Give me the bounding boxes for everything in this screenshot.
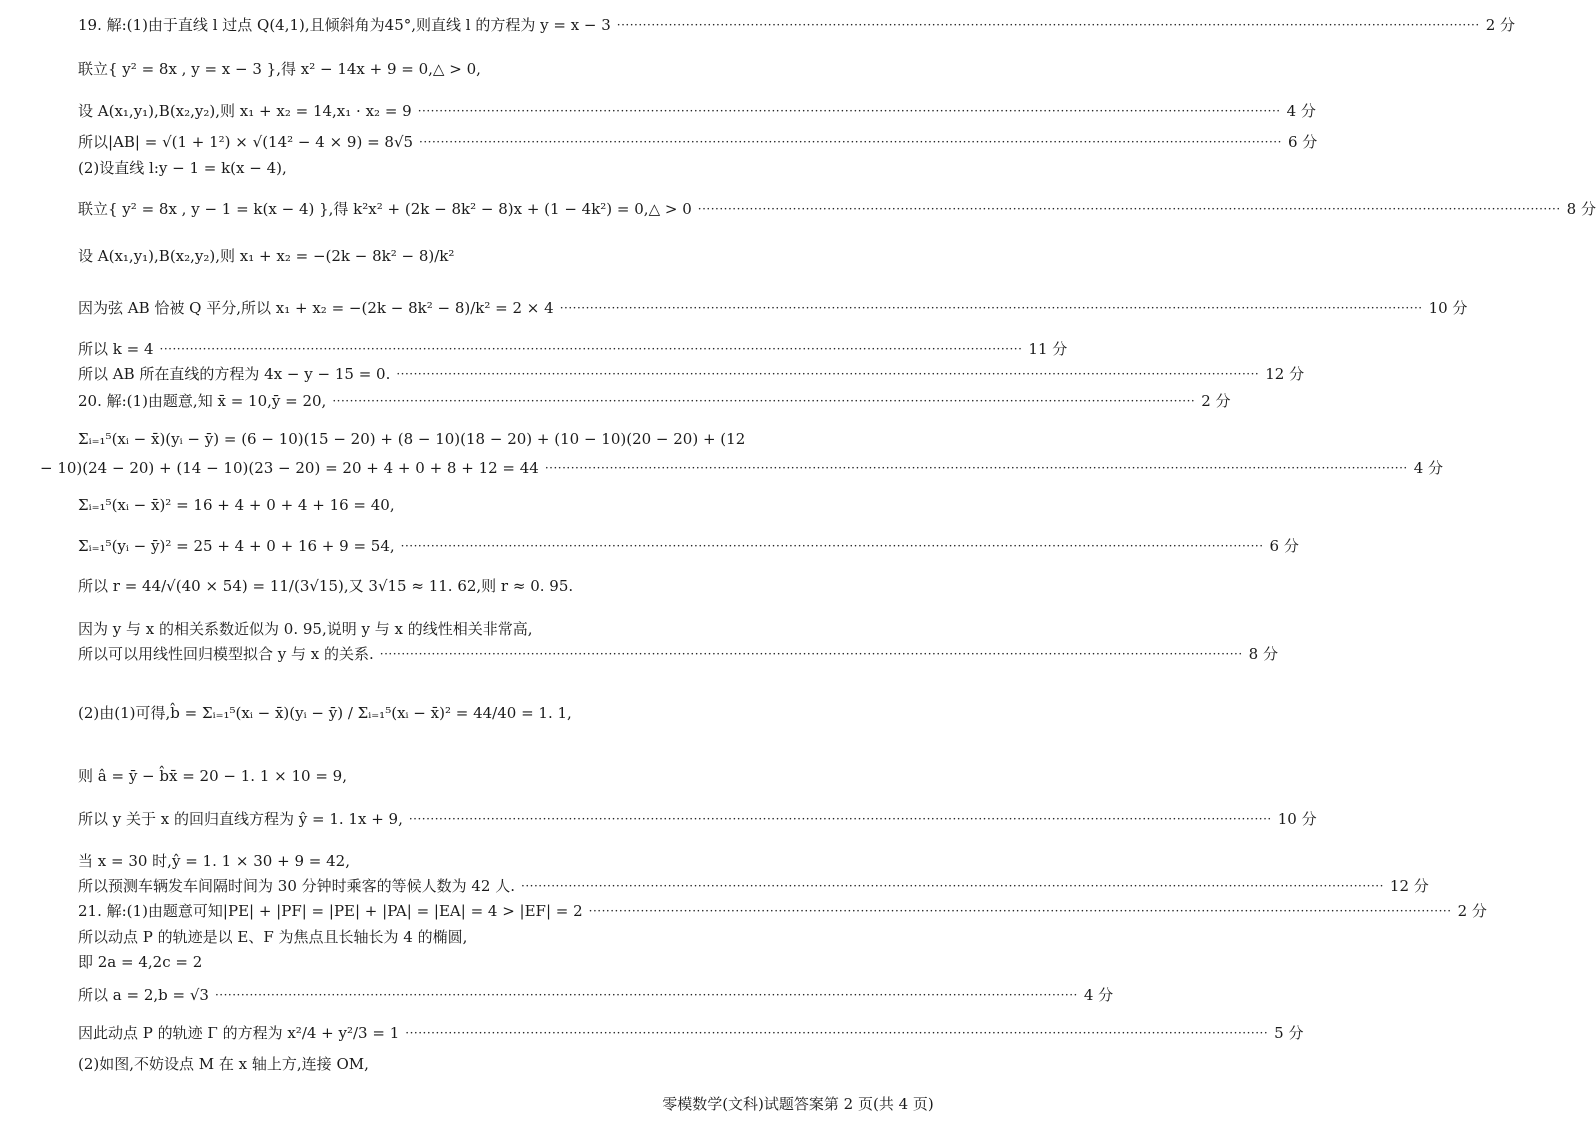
score-label: 12 分: [1265, 365, 1305, 383]
answer-line: [78, 765, 756, 787]
answer-line: [78, 338, 1068, 360]
answer-line: [78, 363, 1305, 385]
dot-leader: ········································································································································································································: [588, 904, 1452, 918]
score-label: 12 分: [1389, 877, 1429, 895]
answer-line: [78, 157, 756, 179]
answer-text: Σᵢ₌₁⁵(xᵢ − x̄)² = 16 + 4 + 0 + 4 + 16 = 40,: [78, 496, 395, 514]
answer-text: 所以动点 P 的轨迹是以 E、F 为焦点且长轴长为 4 的椭圆,: [78, 928, 468, 946]
answer-text: 当 x = 30 时,ŷ = 1. 1 × 30 + 9 = 42,: [78, 852, 350, 870]
answer-line: [78, 14, 1515, 36]
answer-line: [78, 575, 756, 597]
answer-text: 联立{ y² = 8x , y − 1 = k(x − 4) },得 k²x² + (2k − 8k² − 8)x + (1 − 4k²) = 0,△ > 0: [78, 200, 692, 218]
answer-text: 因为弦 AB 恰被 Q 平分,所以 x₁ + x₂ = −(2k − 8k² − 8)/k² = 2 × 4: [78, 299, 554, 317]
answer-text: 所以|AB| = √(1 + 1²) × √(14² − 4 × 9) = 8√5: [78, 133, 414, 151]
answer-line: [78, 58, 756, 80]
answer-text: 设 A(x₁,y₁),B(x₂,y₂),则 x₁ + x₂ = −(2k − 8k² − 8)/k²: [78, 247, 455, 265]
answer-line: [78, 1022, 1304, 1044]
dot-leader: ········································································································································································································: [697, 202, 1561, 216]
answer-line: [78, 618, 756, 640]
score-label: 10 分: [1428, 299, 1468, 317]
answer-text: 联立{ y² = 8x , y = x − 3 },得 x² − 14x + 9 = 0,△ > 0,: [78, 60, 481, 78]
dot-leader: ········································································································································································································: [379, 647, 1243, 661]
answer-line: [78, 390, 1231, 412]
answer-text: 设 A(x₁,y₁),B(x₂,y₂),则 x₁ + x₂ = 14,x₁ · x₂ = 9: [78, 102, 412, 120]
answer-text: 20. 解:(1)由题意,知 x̄ = 10,ȳ = 20,: [78, 392, 327, 410]
answer-line: [78, 643, 1278, 665]
dot-leader: ········································································································································································································: [396, 367, 1260, 381]
dot-leader: ········································································································································································································: [616, 18, 1480, 32]
score-label: 8 分: [1248, 645, 1278, 663]
answer-line: [78, 1053, 756, 1075]
answer-text: 所以预测车辆发车间隔时间为 30 分钟时乘客的等候人数为 42 人.: [78, 877, 516, 895]
answer-line: [78, 297, 1468, 319]
score-label: 5 分: [1274, 1024, 1304, 1042]
score-label: 11 分: [1028, 340, 1068, 358]
dot-leader: ········································································································································································································: [559, 301, 1423, 315]
answer-line: [78, 951, 756, 973]
dot-leader: ········································································································································································································: [405, 1026, 1269, 1040]
dot-leader: ········································································································································································································: [544, 461, 1408, 475]
dot-leader: ········································································································································································································: [419, 135, 1282, 149]
score-label: 10 分: [1277, 810, 1317, 828]
answer-text: 所以 a = 2,b = √3: [78, 986, 209, 1004]
answer-text: 21. 解:(1)由题意可知|PE| + |PF| = |PE| + |PA| = |EA| = 4 > |EF| = 2: [78, 902, 583, 920]
score-label: 4 分: [1413, 459, 1444, 477]
answer-line: [78, 131, 1318, 153]
answer-text: 所以 k = 4: [78, 340, 154, 358]
dot-leader: ········································································································································································································: [159, 342, 1023, 356]
score-label: 2 分: [1201, 392, 1231, 410]
answer-text: 所以 y 关于 x 的回归直线方程为 ŷ = 1. 1x + 9,: [78, 810, 403, 828]
answer-line: [78, 494, 756, 516]
answer-line: [78, 100, 1316, 122]
answer-line: [78, 198, 1596, 220]
answer-text: 因为 y 与 x 的相关系数近似为 0. 95,说明 y 与 x 的线性相关非常高,: [78, 620, 533, 638]
dot-leader: ········································································································································································································: [214, 988, 1078, 1002]
answer-text: (2)由(1)可得,b̂ = Σᵢ₌₁⁵(xᵢ − x̄)(yᵢ − ȳ) / Σᵢ₌₁⁵(xᵢ − x̄)² = 44/40 = 1. 1,: [78, 704, 572, 722]
answer-line: [78, 850, 756, 872]
answer-line: [78, 535, 1299, 557]
score-label: 4 分: [1286, 102, 1316, 120]
dot-leader: ········································································································································································································: [400, 539, 1264, 553]
answer-line: [78, 875, 1429, 897]
dot-leader: ········································································································································································································: [521, 879, 1384, 893]
dot-leader: ········································································································································································································: [332, 394, 1196, 408]
score-label: 6 分: [1287, 133, 1318, 151]
score-label: 2 分: [1457, 902, 1487, 920]
answer-line: [78, 900, 1487, 922]
answer-line: [78, 702, 756, 724]
answer-text: − 10)(24 − 20) + (14 − 10)(23 − 20) = 20 + 4 + 0 + 8 + 12 = 44: [40, 459, 539, 477]
answer-line: [78, 984, 1114, 1006]
answer-text: 即 2a = 4,2c = 2: [78, 953, 203, 971]
answer-text: 所以可以用线性回归模型拟合 y 与 x 的关系.: [78, 645, 374, 663]
score-label: 4 分: [1083, 986, 1114, 1004]
answer-line: [78, 926, 756, 948]
answer-text: 所以 AB 所在直线的方程为 4x − y − 15 = 0.: [78, 365, 391, 383]
answer-line: [78, 245, 756, 267]
answer-text: 则 â = ȳ − b̂x̄ = 20 − 1. 1 × 10 = 9,: [78, 767, 347, 785]
answer-text: (2)设直线 l:y − 1 = k(x − 4),: [78, 159, 287, 177]
answer-text: Σᵢ₌₁⁵(yᵢ − ȳ)² = 25 + 4 + 0 + 16 + 9 = 54,: [78, 537, 395, 555]
answer-line: [78, 808, 1317, 830]
answer-text: 因此动点 P 的轨迹 Γ 的方程为 x²/4 + y²/3 = 1: [78, 1024, 400, 1042]
answer-line: [78, 428, 756, 450]
page-footer: 零模数学(文科)试题答案第 2 页(共 4 页): [662, 1095, 934, 1113]
answer-text: Σᵢ₌₁⁵(xᵢ − x̄)(yᵢ − ȳ) = (6 − 10)(15 − 20) + (8 − 10)(18 − 20) + (10 − 10)(20 − 20) + (12: [78, 430, 746, 448]
score-label: 2 分: [1485, 16, 1515, 34]
score-label: 8 分: [1566, 200, 1596, 218]
answer-line: [40, 457, 1444, 479]
answer-text: 所以 r = 44/√(40 × 54) = 11/(3√15),又 3√15 ≈ 11. 62,则 r ≈ 0. 95.: [78, 577, 574, 595]
score-label: 6 分: [1269, 537, 1299, 555]
dot-leader: ········································································································································································································: [417, 104, 1281, 118]
answer-text: 19. 解:(1)由于直线 l 过点 Q(4,1),且倾斜角为45°,则直线 l 的方程为 y = x − 3: [78, 16, 611, 34]
dot-leader: ········································································································································································································: [408, 812, 1272, 826]
answer-text: (2)如图,不妨设点 M 在 x 轴上方,连接 OM,: [78, 1055, 369, 1073]
